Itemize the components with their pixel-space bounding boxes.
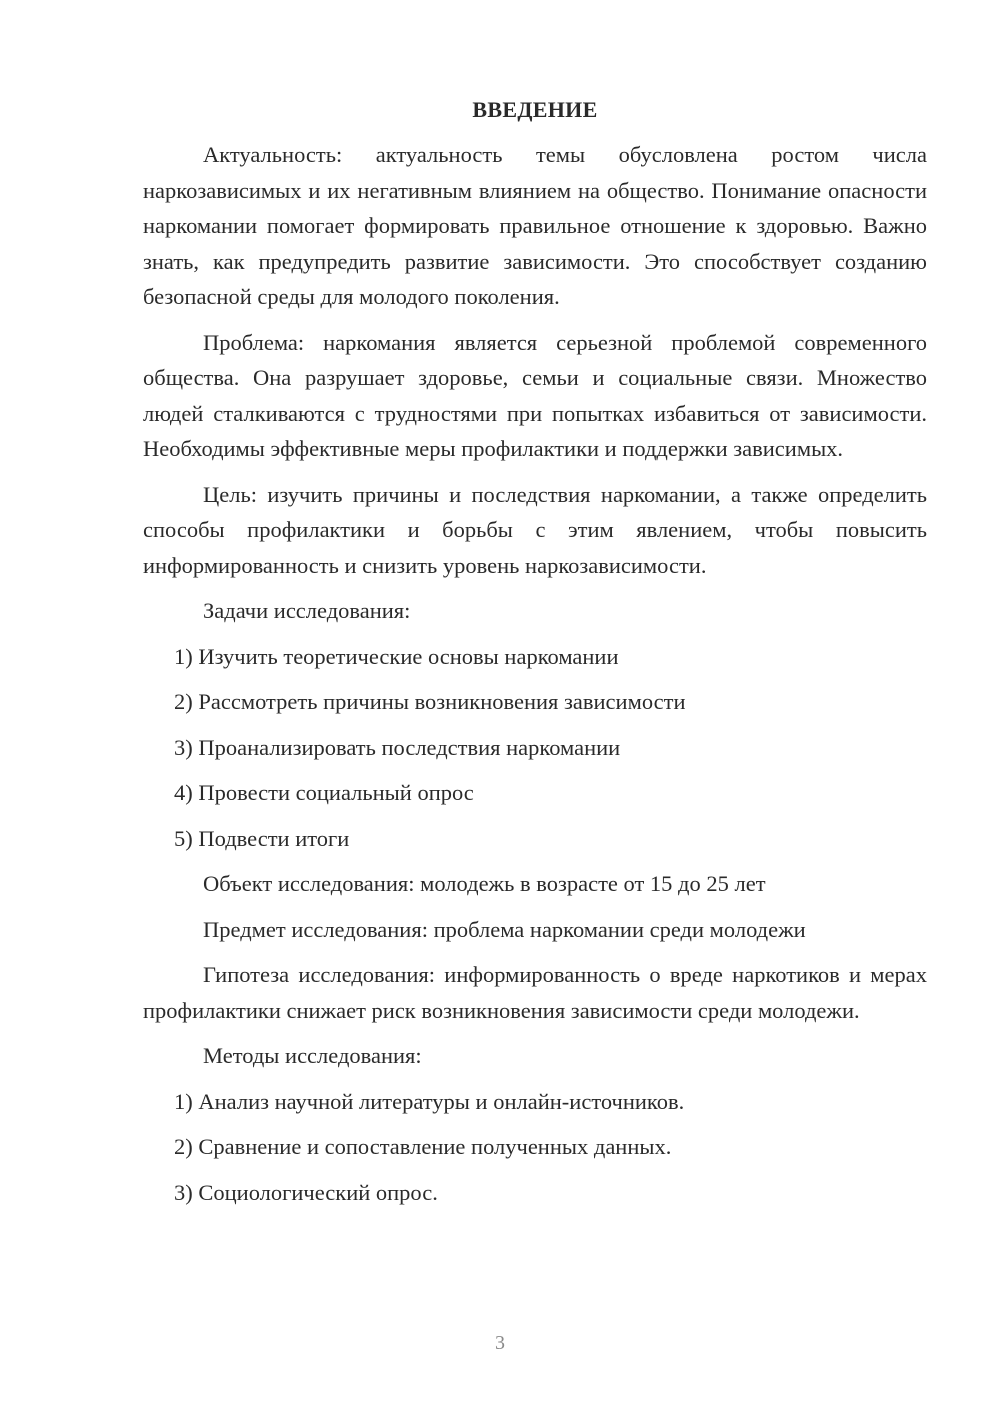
research-subject: Предмет исследования: проблема наркомании среди молодежи — [203, 916, 806, 942]
relevance-paragraph: Актуальность: актуальность темы обусловлена ростом числа наркозависимых и их негативным влиянием на общество. Понимание опасности наркомании помогает формировать правильное отношение к здоровью. Важно знать, как предупредить развитие зависимости. Это способствует созданию безопасной среды для молодого поколения. — [143, 142, 927, 309]
goal-paragraph: Цель: изучить причины и последствия наркомании, а также определить способы профилактики и борьбы с этим явлением, чтобы повысить информированность и снизить уровень наркозависимости. — [143, 481, 927, 578]
methods-list — [143, 1084, 927, 1211]
list-item: 5) Подвести итоги — [174, 825, 350, 851]
list-item: 4) Провести социальный опрос — [174, 780, 474, 805]
list-item: 1) Анализ научной литературы и онлайн-источников. — [174, 1088, 685, 1114]
page-content — [143, 95, 927, 1220]
list-item: 1) Изучить теоретические основы наркомании — [174, 643, 619, 669]
list-item: 2) Рассмотреть причины возникновения зависимости — [174, 689, 686, 714]
list-item: 3) Социологический опрос. — [174, 1179, 438, 1205]
hypothesis-paragraph: Гипотеза исследования: информированность о вреде наркотиков и мерах профилактики снижает риск возникновения зависимости среди молодежи. — [143, 962, 927, 1023]
research-object: Объект исследования: молодежь в возрасте от 15 до 25 лет — [203, 871, 766, 896]
methods-title: Методы исследования: — [203, 1043, 422, 1068]
tasks-list — [143, 639, 927, 857]
problem-paragraph: Проблема: наркомания является серьезной проблемой современного общества. Она разрушает здоровье, семьи и социальные связи. Множество людей сталкиваются с трудностями при попытках избавиться от зависимости. Необходимы эффективные меры профилактики и поддержки зависимых. — [143, 329, 927, 461]
page-title: ВВЕДЕНИЕ — [472, 97, 598, 122]
list-item: 3) Проанализировать последствия наркомании — [174, 734, 621, 760]
page-number: 3 — [495, 1332, 505, 1354]
tasks-title: Задачи исследования: — [203, 598, 411, 623]
list-item: 2) Сравнение и сопоставление полученных данных. — [174, 1134, 672, 1159]
